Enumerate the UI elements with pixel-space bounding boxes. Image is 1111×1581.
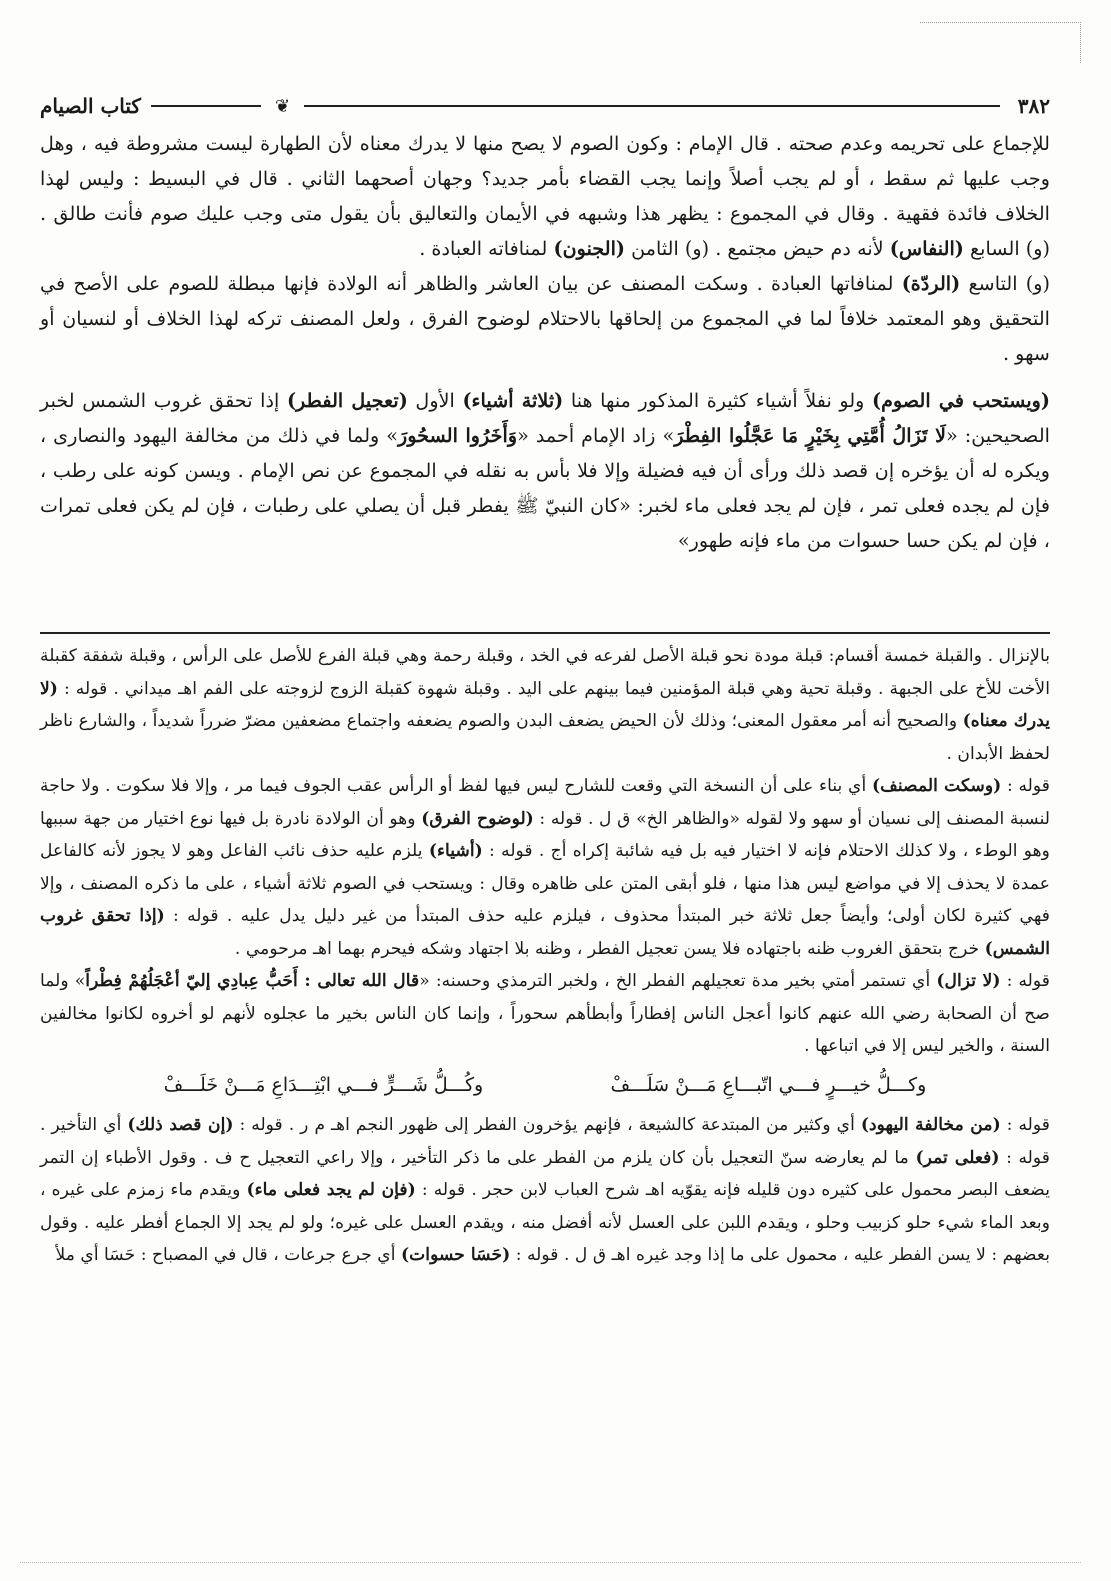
book-title: كتاب الصيام [40,94,141,118]
ornament-icon: ❦ [274,95,291,117]
note-paragraph: قوله : (لا تزال) أي تستمر أمتي بخير مدة تعجيلهم الفطر الخ ، ولخبر الترمذي وحسنه: «قال الله تعالى : أَحَبُّ عِبادِي إليّ أعْجَلُهُمْ فِطْراً» ولما صح أن الصحابة رضي الله عنهم كانوا أعجل الناس إفطاراً وأبطأهم سحوراً ، وإنما كان الناس بخير ما عجلوه لأنهم لو أخروه لكانوا مخالفين السنة ، والخير ليس إلا في اتباعها . [40,971,1050,1056]
main-paragraph: (و) التاسع (الردّة) لمنافاتها العبادة . وسكت المصنف عن بيان العاشر والظاهر أنه الولادة فإنها مبطلة للصوم على الأصح في التحقيق وهو المعتمد خلافاً لما في المجموع من إلحاقها بالاحتلام لوضوح الفرق ، ولعل المصنف تركه لهذا الخلاف أو لنسيان أو سهو . [40,272,1050,365]
header-rule-2 [151,105,261,107]
note-paragraph: قوله : (وسكت المصنف) أي بناء على أن النسخة التي وقعت للشارح ليس فيها لفظ أو الرأس عقب الجوف فيما مر ، وإلا فلا سكوت . ولا حاجة لنسبة المصنف إلى نسيان أو سهو ولا لقوله «والظاهر الخ» ق ل . قوله : (لوضوح الفرق) وهو أن الولادة نادرة بل فيها نوع اختيار من جهة سببها وهو الوطء ، ولا كذلك الاحتلام فإنه لا اختيار فيه بل فيه شائبة إكراه أج . قوله : (أشياء) يلزم عليه حذف نائب الفاعل وهو لا يجوز لأنه كالفاعل عمدة لا يحذف إلا في مواضع ليس هذا منها ، فلو أبقى المتن على ظاهره وقال : ويستحب في الصوم ثلاثة أشياء ، على ما ذكره المصنف ، وإلا فهي كثيرة لكان أولى؛ وأيضاً جعل ثلاثة خبر المبتدأ محذوف ، فيلزم عليه حذف المبتدأ من غير دليل يدل عليه . قوله : (إذا تحقق غروب الشمس) خرج بتحقق الغروب ظنه باجتهاده فلا يسن تعجيل الفطر ، وظنه بلا اجتهاد وشكه فيحرم بهما اهـ مرحومي . [40,776,1051,959]
footnote-separator [40,632,1050,634]
poetry-verse [100,1069,990,1102]
scan-corner-mark [920,22,1081,63]
page-number: ٣٨٢ [1017,94,1050,118]
header-rule [304,105,1000,107]
verse-hemistich-1: وكـــلُّ خيـــرٍ فـــي اتّبـــاعِ مَـــنْ سَلَـــفْ [610,1073,927,1096]
running-header [40,90,1050,122]
commentary [40,640,1050,1272]
main-paragraph: (ويستحب في الصوم) ولو نفلاً أشياء كثيرة المذكور منها هنا (ثلاثة أشياء) الأول (تعجيل الفطر) إذا تحقق غروب الشمس لخبر الصحيحين: «لَا تَزَالُ أُمَّتِي بِخَيْرٍ مَا عَجَّلُوا الفِطْرَ» زاد الإمام أحمد «وَأَخَرُوا السحُورَ» ولما في ذلك من مخالفة اليهود والنصارى ، ويكره له أن يؤخره إن قصد ذلك ورأى أن فيه فضيلة وإلا فلا بأس به نقله في المجموع عن نص الإمام . ويسن كونه على رطب ، فإن لم يجده فعلى تمر ، فإن لم يجد فعلى ماء لخبر: «كان النبيّ ﷺ يفطر قبل أن يصلي على رطبات ، فإن لم يكن فعلى تمرات ، فإن لم يكن حسا حسوات من ماء فإنه طهور» [40,389,1051,552]
scan-bottom-edge [20,1550,1081,1563]
main-text [40,126,1050,558]
note-paragraph: بالإنزال . والقبلة خمسة أقسام: قبلة مودة نحو قبلة الأصل لفرعه في الخد ، وقبلة رحمة وهي قبلة الفرع للأصل على الرأس ، وقبلة شفقة كقبلة الأخت للأخ على الجبهة . وقبلة تحية وهي قبلة المؤمنين فيما بينهم على اليد . وقبلة شهوة كقبلة الزوج لزوجته على الفم اهـ ميداني . قوله : (لا يدرك معناه) والصحيح أنه أمر معقول المعنى؛ وذلك لأن الحيض يضعف البدن والصوم يضعفه واجتماع مضعفين مضرّ ضرراً شديداً ، والشارع ناظر لحفظ الأبدان . [40,646,1050,764]
page [40,60,1050,1560]
note-paragraph: قوله : (من مخالفة اليهود) أي وكثير من المبتدعة كالشيعة ، فإنهم يؤخرون الفطر إلى ظهور النجم اهـ م ر . قوله : (إن قصد ذلك) أي التأخير . قوله : (فعلى تمر) ما لم يعارضه سنّ التعجيل بأن كان يلزم من الفطر على ما ذكر التأخير ، وإلا راعي التعجيل ح ف . وقول الأطباء إن التمر يضعف البصر محمول على كثيره دون قليله فإنه يقوّيه اهـ شرح العباب لابن حجر . قوله : (فإن لم يجد فعلى ماء) ويقدم ماء زمزم على غيره ، وبعد الماء شيء حلو كزبيب وحلو ، ويقدم اللبن على العسل لأنه أفضل منه ، ويقدم العسل على غيره؛ ولو لم يجد إلا الجماع أفطر عليه . وقول بعضهم : لا يسن الفطر عليه ، محمول على ما إذا وجد غيره اهـ ق ل . قوله : (حَسَا حسوات) أي جرع جرعات ، قال في المصباح : حَسَا أي ملأ [40,1115,1050,1265]
main-paragraph: للإجماع على تحريمه وعدم صحته . قال الإمام : وكون الصوم لا يصح منها لا يدرك معناه لأن الطهارة ليست مشروطة فيه ، وهل وجب عليها ثم سقط ، أو لم يجب أصلاً وإنما يجب القضاء بأمر جديد؟ وجهان أصحهما الثاني . قال في البسيط : وليس لهذا الخلاف فائدة فقهية . وقال في المجموع : يظهر هذا وشبهه في الأيمان والتعاليق بأن يقول متى وجب عليك صوم فأنت طالق . (و) السابع (النفاس) لأنه دم حيض مجتمع . (و) الثامن (الجنون) لمنافاته العبادة . [40,132,1050,260]
verse-hemistich-2: وكُـــلُّ شَـــرٍّ فـــي ابْتِـــدَاعِ مَـــنْ خَلَـــفْ [163,1073,484,1096]
